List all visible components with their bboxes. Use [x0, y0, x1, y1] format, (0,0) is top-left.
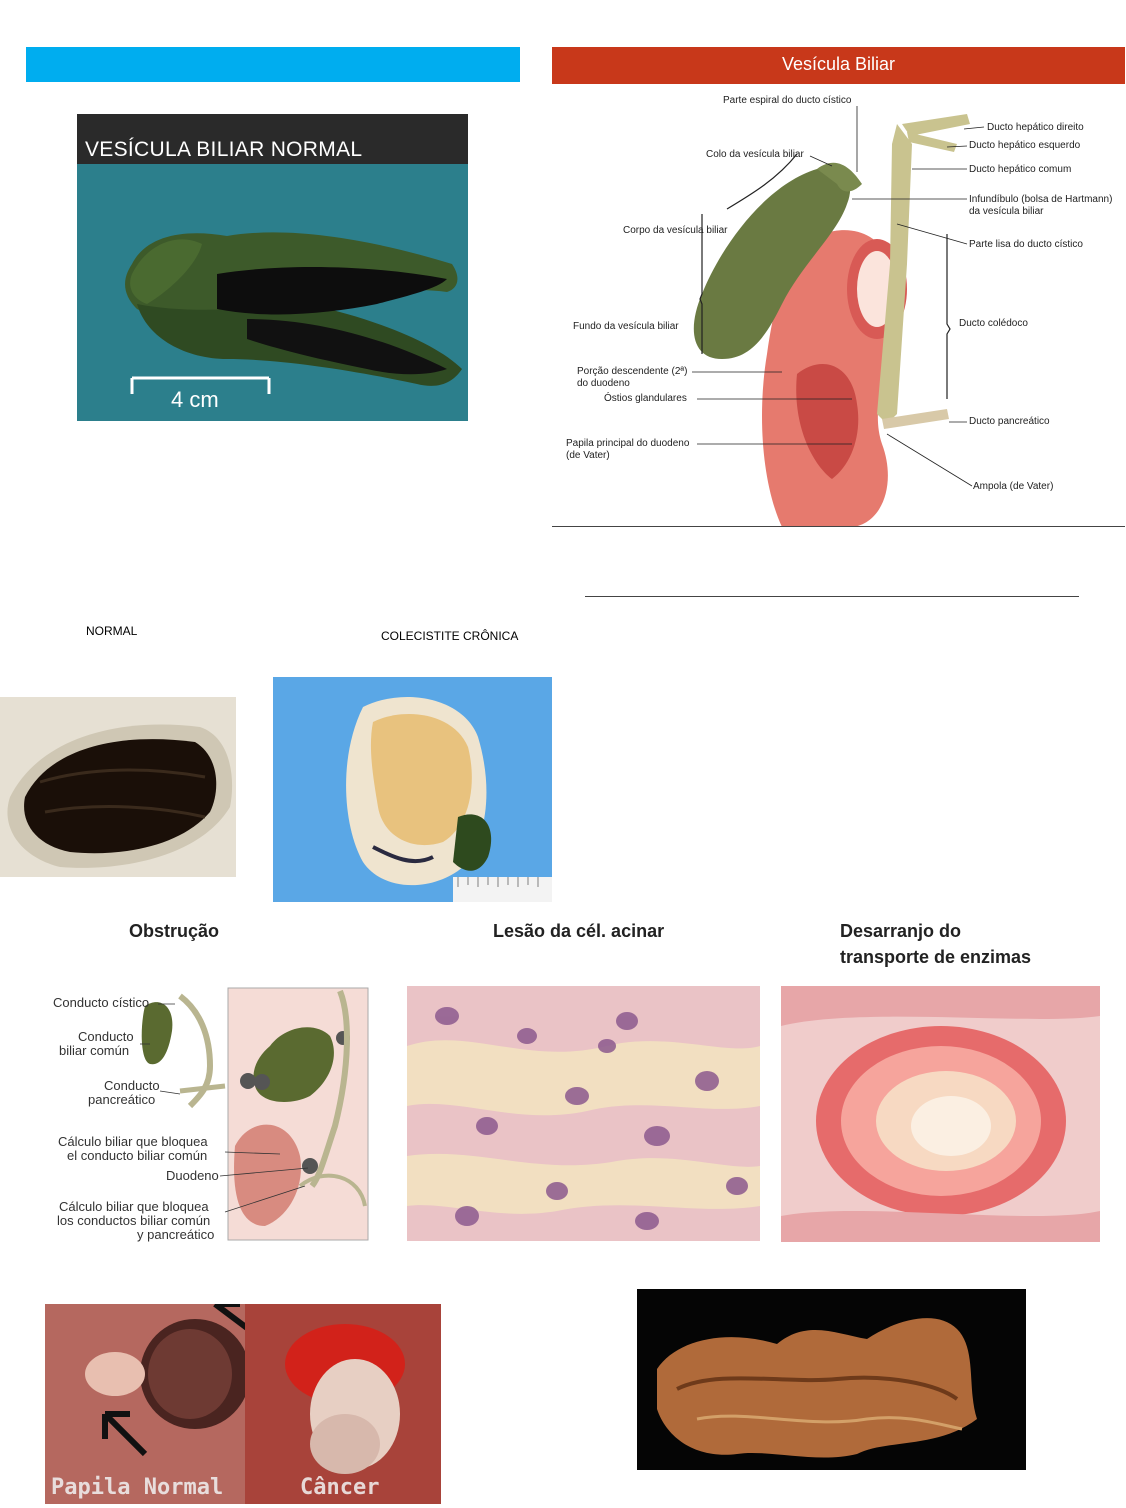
- label-hep-com: Ducto hepático comum: [969, 164, 1072, 175]
- section-title-desarranjo-1: Desarranjo do: [840, 921, 962, 941]
- chronic-specimen-illustration: [273, 677, 552, 902]
- label-biliar-1: Conducto: [78, 1029, 134, 1044]
- tumor-specimen-illustration: [637, 1289, 1026, 1470]
- label-pancreatico-1: Conducto: [104, 1078, 160, 1093]
- label-papila-normal: Papila Normal: [51, 1475, 224, 1500]
- obstruction-diagram: [50, 986, 375, 1242]
- scale-label: 4 cm: [171, 387, 219, 412]
- papilla-endoscopy-photo: [45, 1304, 441, 1504]
- caption-chronic: COLECISTITE CRÔNICA: [381, 629, 519, 643]
- label-coledoco: Ducto colédoco: [959, 318, 1028, 329]
- section-title-desarranjo-2: transporte de enzimas: [840, 947, 1032, 967]
- label-calculo2-2: los conductos biliar común: [57, 1213, 211, 1228]
- label-pancreatico: Ducto pancreático: [969, 416, 1050, 427]
- label-calculo1-1: Cálculo biliar que bloquea: [58, 1134, 208, 1149]
- label-duodeno: Duodeno: [166, 1168, 219, 1183]
- label-fundo: Fundo da vesícula biliar: [573, 321, 679, 332]
- label-pancreatico-2: pancreático: [88, 1092, 156, 1107]
- label-calculo2-1: Cálculo biliar que bloquea: [59, 1199, 209, 1214]
- histology-illustration: [407, 986, 760, 1241]
- label-ostios: Óstios glandulares: [604, 393, 687, 404]
- label-papila-1: Papila principal do duodeno: [566, 438, 690, 449]
- label-hep-esq: Ducto hepático esquerdo: [969, 140, 1081, 151]
- anatomy-title: Vesícula Biliar: [781, 54, 896, 74]
- caption-normal: NORMAL: [86, 624, 138, 638]
- label-espiral: Parte espiral do ducto cístico: [723, 95, 852, 106]
- label-calculo2-3: y pancreático: [137, 1227, 215, 1242]
- section-header-bar: [26, 47, 520, 82]
- opened-gallbladder-illustration: [0, 697, 236, 877]
- label-papila-2: (de Vater): [566, 450, 610, 461]
- label-lisa: Parte lisa do ducto cístico: [969, 239, 1083, 250]
- section-title-lesao: Lesão da cél. acinar: [493, 921, 665, 941]
- divider-line: [585, 596, 1079, 597]
- acinar-lesion-histology-photo: [407, 986, 760, 1241]
- gallbladder-specimen-illustration: [77, 114, 468, 421]
- label-corpo: Corpo da vesícula biliar: [623, 225, 728, 236]
- anatomy-title-bar: [552, 47, 1125, 84]
- photo-header-text: VESÍCULA BILIAR NORMAL: [85, 138, 363, 161]
- chronic-cholecystitis-photo: [273, 677, 552, 902]
- label-conducto-cistico: Conducto cístico: [53, 995, 150, 1010]
- normal-gallbladder-photo: [77, 114, 468, 421]
- label-porcao-2: do duodeno: [577, 378, 630, 389]
- section-title-obstrucao: Obstrução: [129, 921, 220, 941]
- label-colo: Colo da vesícula biliar: [706, 149, 804, 160]
- duct-histology-illustration: [781, 986, 1100, 1242]
- label-hep-dir: Ducto hepático direito: [987, 122, 1084, 133]
- enzyme-transport-histology-photo: [781, 986, 1100, 1242]
- label-biliar-2: biliar común: [59, 1043, 130, 1058]
- normal-gallbladder-opened-photo: [0, 697, 236, 877]
- endoscopy-illustration: [45, 1304, 441, 1504]
- tumor-specimen-photo: [637, 1289, 1026, 1470]
- divider-line: [552, 526, 1125, 527]
- label-ampola: Ampola (de Vater): [973, 481, 1054, 492]
- label-porcao-1: Porção descendente (2ª): [577, 366, 688, 377]
- label-infund-2: da vesícula biliar: [969, 206, 1044, 217]
- label-calculo1-2: el conducto biliar común: [67, 1148, 208, 1163]
- label-infund-1: Infundíbulo (bolsa de Hartmann): [969, 194, 1113, 205]
- label-cancer: Câncer: [300, 1475, 380, 1500]
- gallbladder-anatomy-diagram: [552, 84, 1125, 527]
